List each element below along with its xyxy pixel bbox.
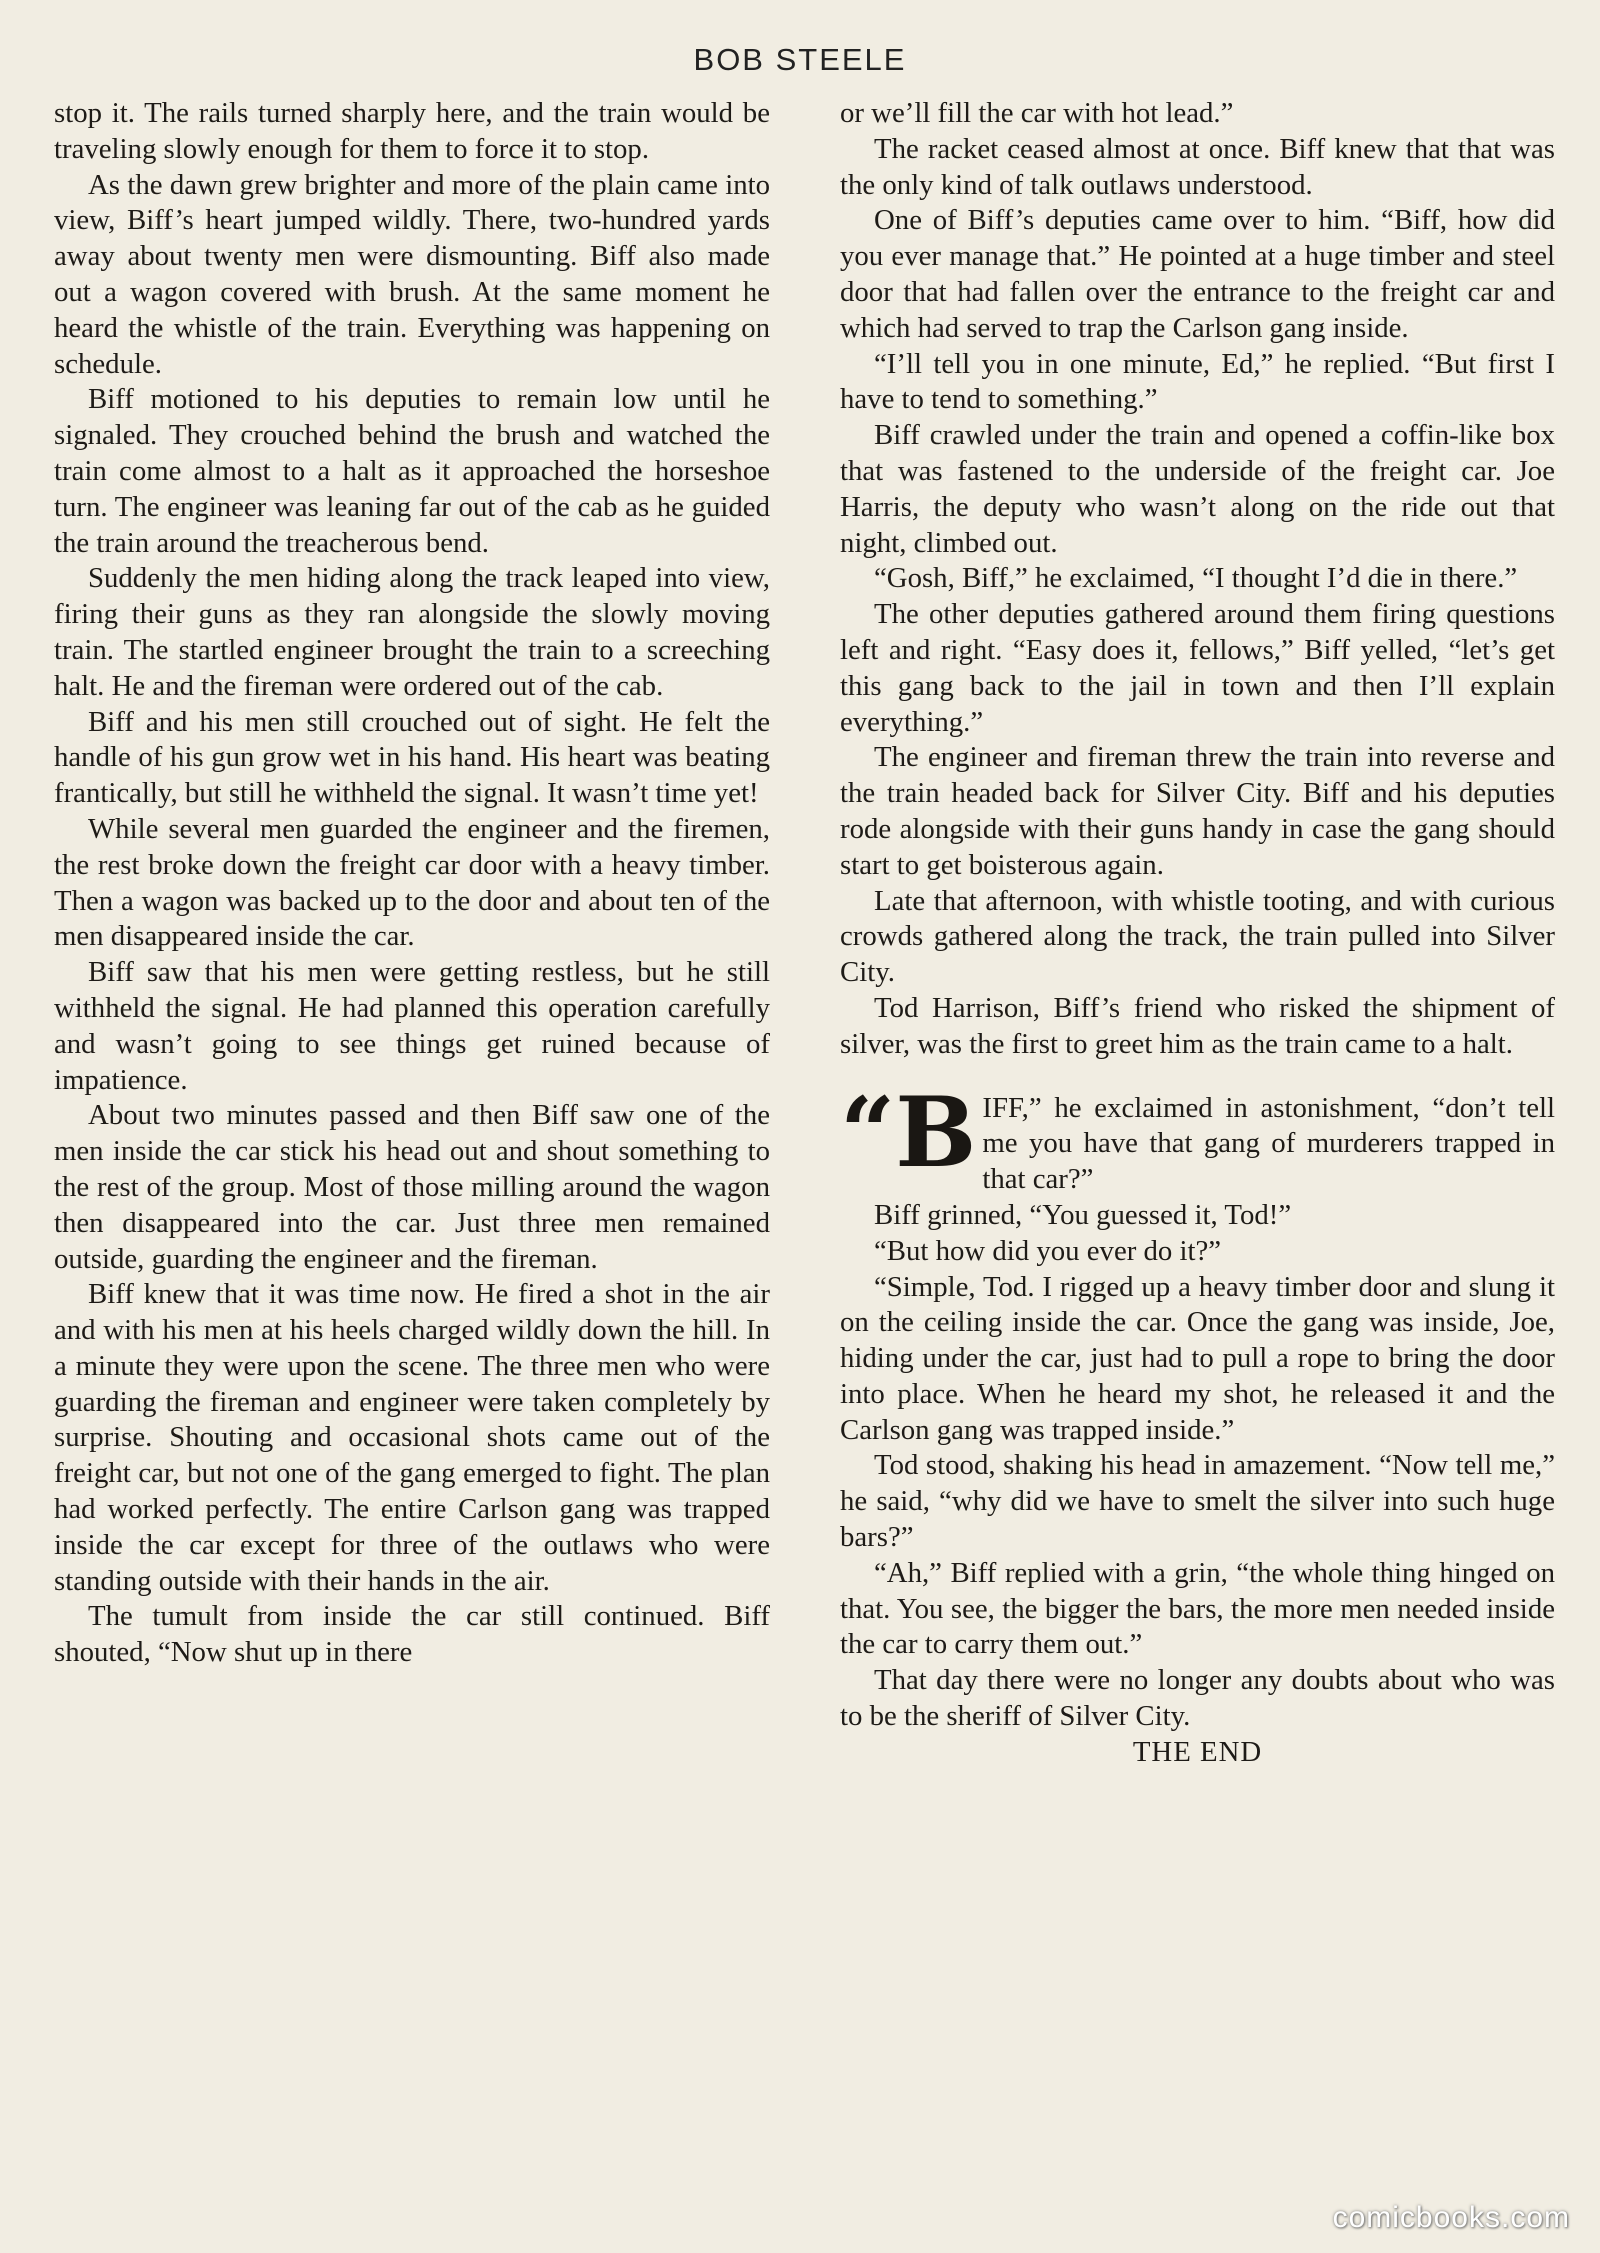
- paragraph: Tod Harrison, Biff’s friend who risked the shipment of silver, was the first to greet him as the train came to a halt.: [840, 991, 1555, 1060]
- paragraph: Biff saw that his men were getting restless, but he still withheld the signal. He had planned this operation carefully and wasn’t going to see things get ruined because of impatience.: [54, 956, 770, 1096]
- watermark: comicbooks.com: [1332, 2201, 1570, 2234]
- paragraph: Biff motioned to his deputies to remain low until he signaled. They crouched behind the brush and watched the train come almost to a halt as it approached the horseshoe turn. The engineer was leaning far out of the cab as he guided the train around the treacherous bend.: [54, 383, 770, 559]
- paragraph: One of Biff’s deputies came over to him. “Biff, how did you ever manage that.” He pointed at a huge timber and steel door that had fallen over the entrance to the freight car and which had served to trap the Carlson gang inside.: [840, 204, 1555, 344]
- paragraph: That day there were no longer any doubts about who was to be the sheriff of Silver City.: [840, 1664, 1555, 1733]
- paragraph: Biff crawled under the train and opened a coffin-like box that was fastened to the underside of the freight car. Joe Harris, the deputy who wasn’t along on the ride out that night, climbed out.: [840, 419, 1555, 559]
- paragraph: While several men guarded the engineer and the firemen, the rest broke down the freight car door with a heavy timber. Then a wagon was backed up to the door and about ten of the men disappeared inside the car.: [54, 812, 770, 953]
- paragraph: The tumult from inside the car still continued. Biff shouted, “Now shut up in there: [54, 1600, 770, 1669]
- paragraph: As the dawn grew brighter and more of the plain came into view, Biff’s heart jumped wildly. There, two-hundred yards away about twenty men were dismounting. Biff also made out a wagon covered with brush. At the same moment he heard the whistle of the train. Everything was happening on schedule.: [54, 168, 770, 380]
- right-text-column: [840, 96, 1555, 1771]
- paragraph: Biff grinned, “You guessed it, Tod!”: [874, 1198, 1292, 1231]
- paragraph: The other deputies gathered around them firing questions left and right. “Easy does it, fellows,” Biff yelled, “let’s get this gang back to the jail in town and then I’ll explain everything.”: [840, 598, 1555, 738]
- paragraph: About two minutes passed and then Biff saw one of the men inside the car stick his head out and shout something to the rest of the group. Most of those milling around the wagon then disappeared into the car. Just three men remained outside, guarding the engineer and the fireman.: [54, 1099, 770, 1275]
- paragraph: “Gosh, Biff,” he exclaimed, “I thought I’d die in there.”: [874, 562, 1518, 595]
- paragraph: The engineer and fireman threw the train into reverse and the train headed back for Silver City. Biff and his deputies rode alongside with their guns handy in case the gang should start to get boisterous again.: [840, 741, 1555, 881]
- paragraph: Biff and his men still crouched out of sight. He felt the handle of his gun grow wet in his hand. His heart was beating frantically, but still he withheld the signal. It wasn’t time yet!: [54, 705, 770, 810]
- paragraph: stop it. The rails turned sharply here, and the train would be traveling slowly enough for them to force it to stop.: [54, 97, 770, 165]
- paragraph: or we’ll fill the car with hot lead.”: [840, 97, 1234, 129]
- paragraph: Tod stood, shaking his head in amazement. “Now tell me,” he said, “why did we have to smelt the silver into such huge bars?”: [840, 1449, 1555, 1554]
- paragraph: Suddenly the men hiding along the track leaped into view, firing their guns as they ran alongside the slowly moving train. The startled engineer brought the train to a screeching halt. He and the fireman were ordered out of the cab.: [54, 562, 770, 702]
- paragraph: Late that afternoon, with whistle tooting, and with curious crowds gathered along the track, the train pulled into Silver City.: [840, 884, 1555, 989]
- section-opening-text: IFF,” he exclaimed in astonishment, “don’t tell me you have that gang of murderers trapped in that car?”: [982, 1091, 1555, 1196]
- section-opening-paragraph: [840, 1075, 1555, 1198]
- drop-cap: “B: [840, 1075, 977, 1189]
- paragraph: “But how did you ever do it?”: [874, 1234, 1222, 1267]
- paragraph: The racket ceased almost at once. Biff knew that that was the only kind of talk outlaws understood.: [840, 132, 1555, 201]
- paragraph: “Simple, Tod. I rigged up a heavy timber door and slung it on the ceiling inside the car. Once the gang was inside, Joe, hiding under the car, just had to pull a rope to bring the door into place. When he heard my shot, he released it and the Carlson gang was trapped inside.”: [840, 1270, 1555, 1446]
- page-header-title: BOB STEELE: [693, 42, 907, 77]
- the-end-label: THE END: [1132, 1735, 1263, 1768]
- paragraph: “I’ll tell you in one minute, Ed,” he replied. “But first I have to tend to something.”: [840, 347, 1555, 416]
- paragraph: Biff knew that it was time now. He fired a shot in the air and with his men at his heels charged wildly down the hill. In a minute they were upon the scene. The three men who were guarding the fireman and engineer were taken completely by surprise. Shouting and occasional shots came out of the freight car, but not one of the gang emerged to fight. The plan had worked perfectly. The entire Carlson gang was trapped inside the car except for three of the outlaws who were standing outside with their hands in the air.: [54, 1278, 770, 1597]
- paragraph: “Ah,” Biff replied with a grin, “the whole thing hinged on that. You see, the bigger the bars, the more men needed inside the car to carry them out.”: [840, 1556, 1555, 1661]
- left-text-column: [54, 96, 770, 1671]
